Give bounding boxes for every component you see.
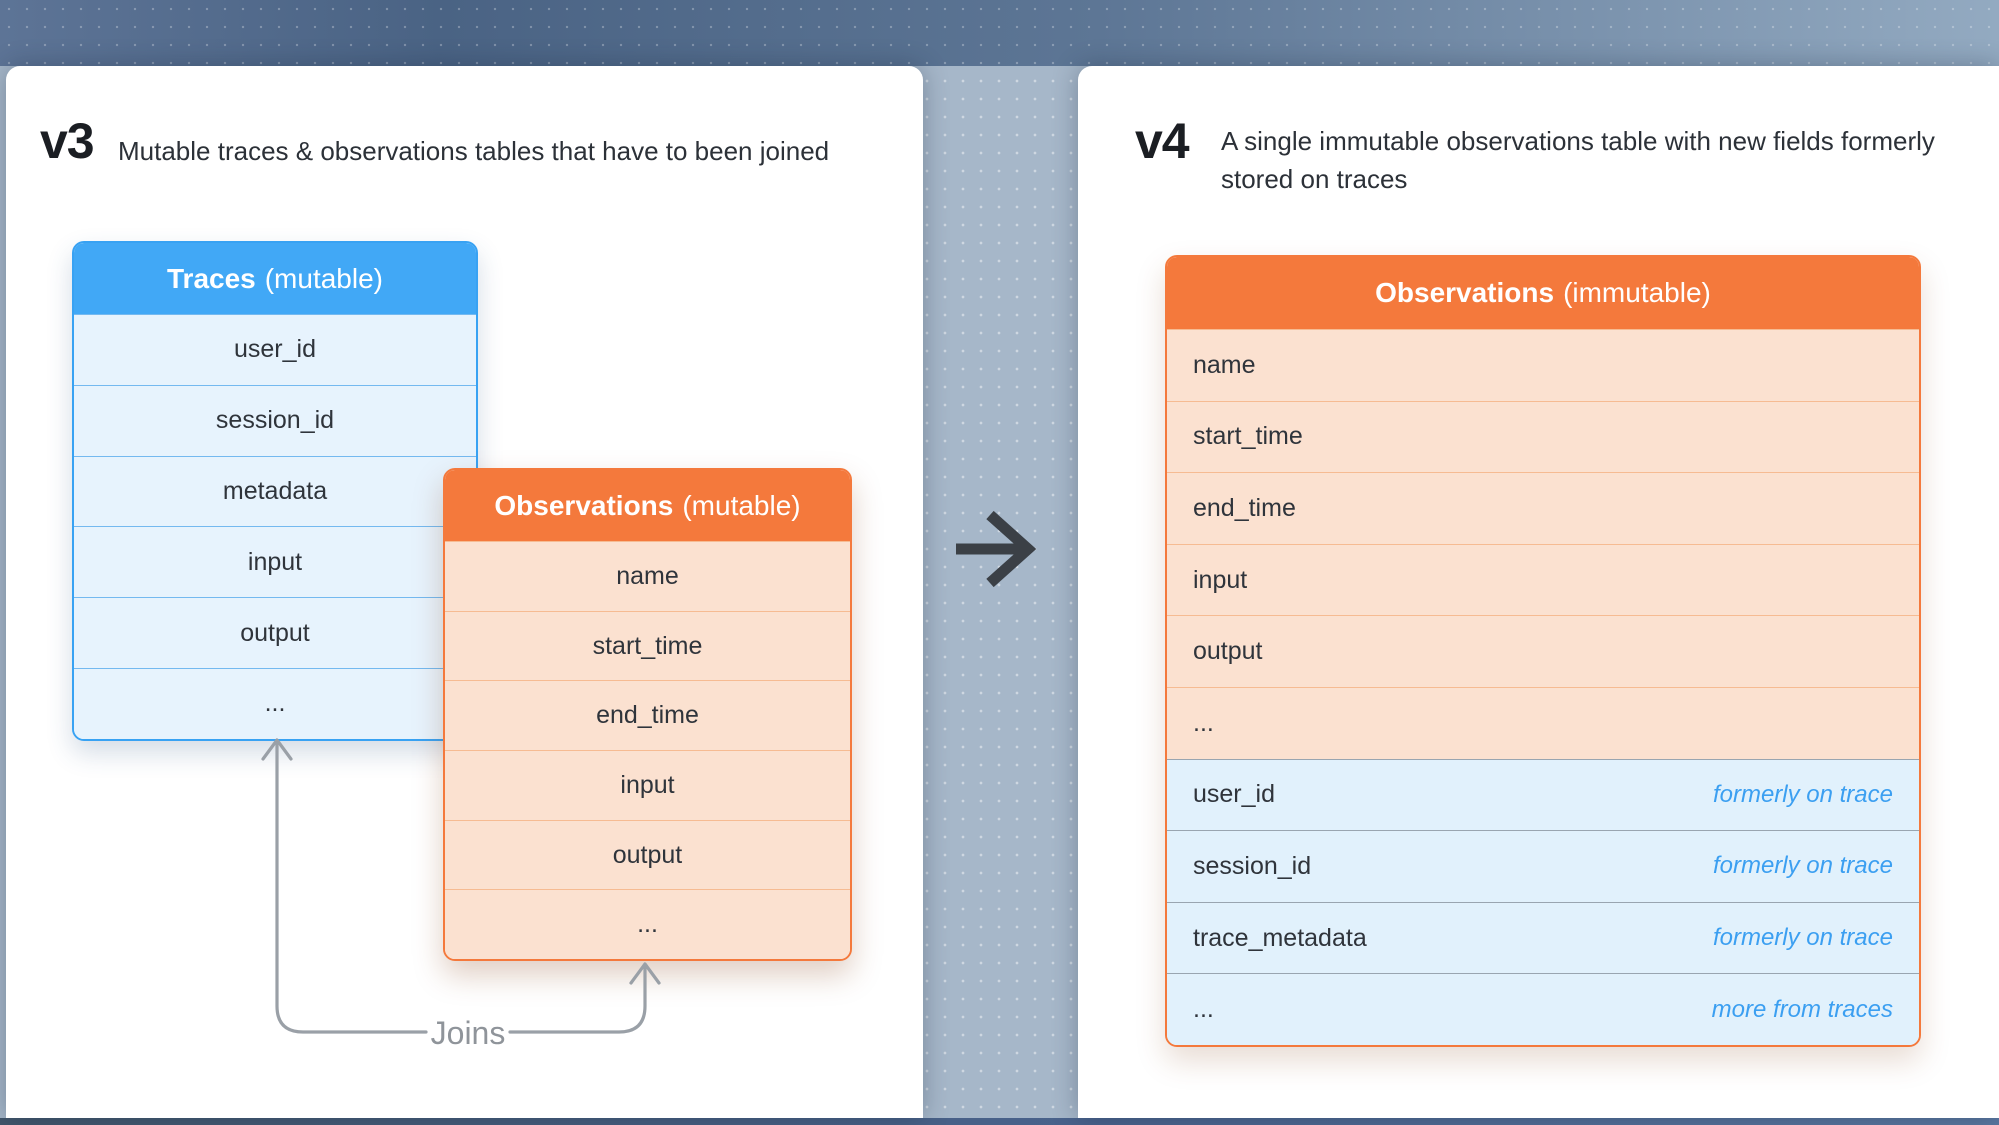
- row-note: formerly on trace: [1712, 924, 1893, 952]
- table-row: start_time: [445, 611, 850, 681]
- table-row: [1167, 472, 1919, 544]
- row-label: output: [1193, 637, 1263, 666]
- table-row: session_id: [74, 385, 476, 456]
- row-note: more from traces: [1711, 995, 1893, 1023]
- joins-label: Joins: [430, 1015, 506, 1051]
- traces-table-header: [74, 243, 476, 314]
- traces-table-title: Traces: [166, 262, 256, 294]
- table-row: metadata: [74, 456, 476, 527]
- row-label: user_id: [1193, 780, 1275, 809]
- row-label: ...: [1193, 708, 1214, 737]
- v4-subtitle: A single immutable observations table with new fields formerly stored on traces: [1221, 126, 1935, 194]
- row-label: session_id: [1193, 851, 1312, 880]
- table-row: [1167, 830, 1919, 902]
- arrow-up-right-icon: [631, 964, 659, 983]
- table-row: end_time: [445, 680, 850, 750]
- table-row: [1167, 401, 1919, 473]
- observations-immutable-qualifier: (immutable): [1563, 277, 1711, 308]
- observations-immutable-header: [1167, 257, 1919, 329]
- join-line-left: [277, 743, 426, 1032]
- table-row: output: [74, 597, 476, 668]
- v4-panel: [1078, 66, 1999, 1118]
- observations-mutable-table: [443, 468, 852, 961]
- v3-version-label: v3: [40, 113, 94, 169]
- observations-mutable-header: [445, 470, 850, 541]
- row-label: trace_metadata: [1193, 923, 1367, 952]
- right-arrow-icon: [950, 507, 1050, 591]
- row-note: formerly on trace: [1712, 852, 1893, 880]
- table-row: [1167, 902, 1919, 974]
- table-row: [1167, 687, 1919, 759]
- observations-mutable-title: Observations: [494, 489, 674, 521]
- v4-version-label: v4: [1135, 113, 1189, 169]
- table-row: [1167, 615, 1919, 687]
- row-note: formerly on trace: [1712, 780, 1893, 808]
- table-row: [1167, 544, 1919, 616]
- table-row: input: [74, 526, 476, 597]
- join-line-right: [510, 967, 645, 1032]
- traces-table-qualifier: (mutable): [264, 262, 383, 294]
- table-row: ...: [74, 668, 476, 739]
- table-row: user_id: [74, 314, 476, 385]
- table-row: [1167, 973, 1919, 1045]
- transition-arrow: [950, 507, 1050, 591]
- table-row: output: [445, 820, 850, 890]
- observations-mutable-qualifier: (mutable): [682, 489, 801, 521]
- observations-immutable-table: [1165, 255, 1921, 1047]
- row-label: name: [1193, 350, 1256, 379]
- v3-subtitle: Mutable traces & observations tables that have to been joined: [118, 136, 830, 166]
- row-label: input: [1193, 565, 1248, 594]
- table-row: input: [445, 750, 850, 820]
- table-row: ...: [445, 889, 850, 959]
- row-label: start_time: [1193, 422, 1303, 451]
- observations-immutable-title: Observations: [1375, 277, 1555, 308]
- bottom-bar: [0, 1118, 1999, 1125]
- row-label: ...: [1193, 995, 1214, 1024]
- table-row: name: [445, 541, 850, 611]
- traces-table: [72, 241, 478, 741]
- table-row: [1167, 329, 1919, 401]
- table-row: [1167, 759, 1919, 831]
- top-bar: [0, 0, 1999, 66]
- row-label: end_time: [1193, 493, 1296, 522]
- arrow-up-left-icon: [263, 740, 291, 759]
- v3-panel: [6, 66, 923, 1118]
